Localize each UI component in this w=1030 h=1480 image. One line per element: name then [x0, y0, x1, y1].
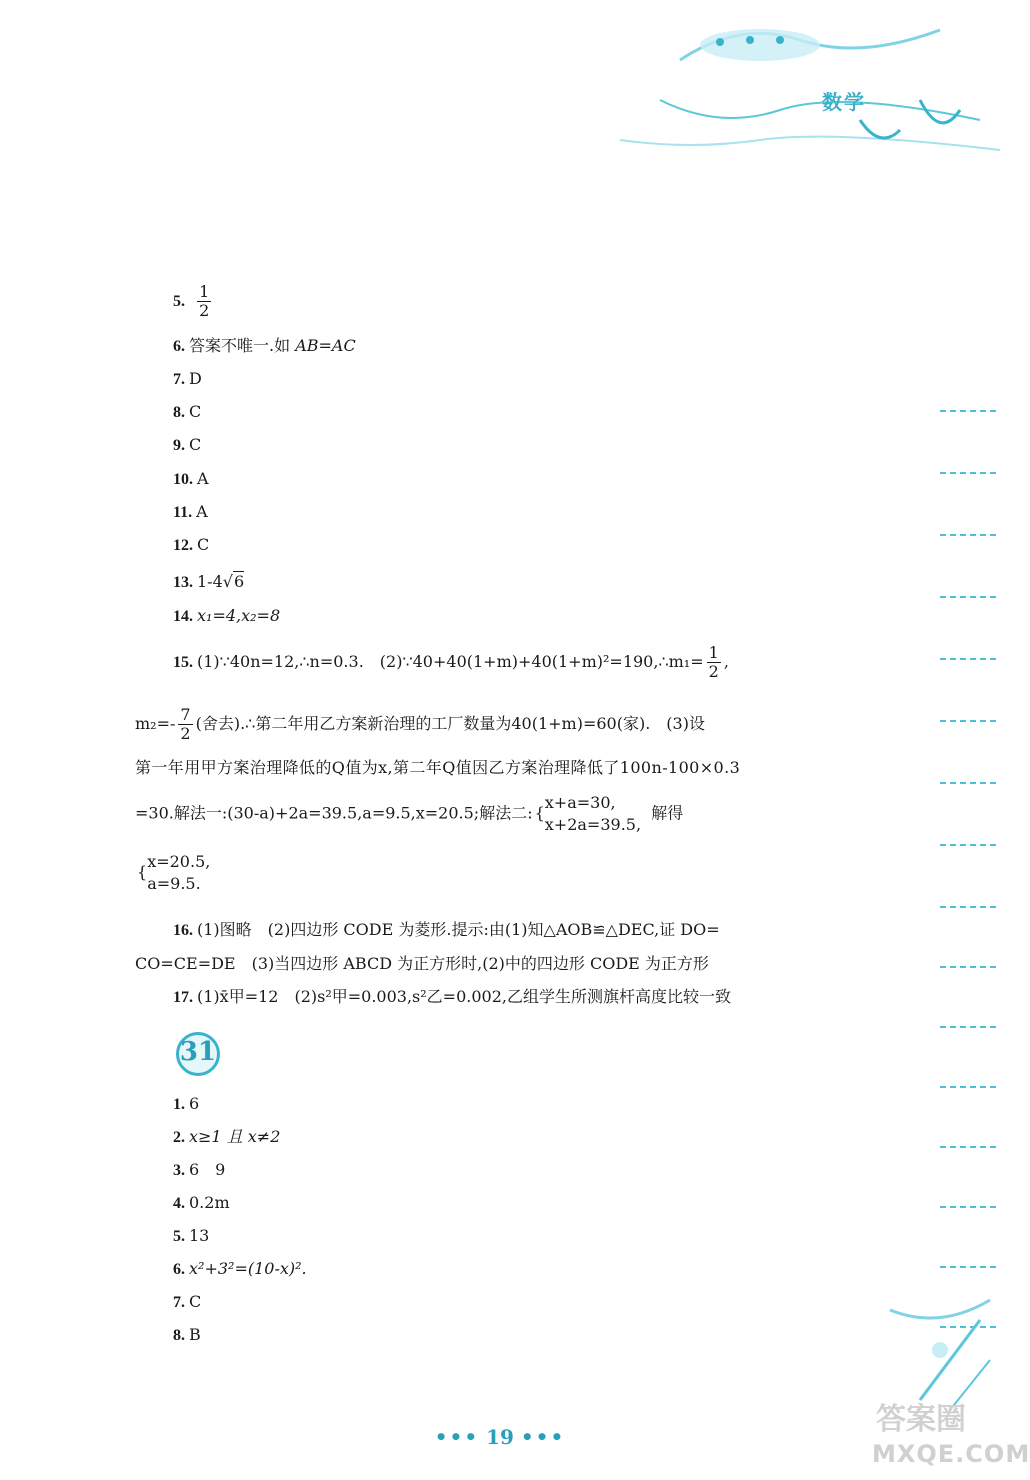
watermark: 答案圈 — [876, 1402, 966, 1437]
answer-15-line-1: 15. (1)∵40n=12,∴n=0.3. (2)∵40+40(1+m)+40(1+m)²=190,∴m₁= $\frac{1}{2}$ , — [173, 643, 729, 681]
watermark-url: MXQE.COM — [872, 1440, 1030, 1468]
answer-14: 14. x₁=4,x₂=8 — [173, 606, 281, 625]
answer-8: 8. C — [173, 402, 202, 421]
fraction: $\frac{1}{2}$ — [708, 643, 719, 681]
fraction: $\frac{7}{2}$ — [180, 705, 191, 743]
answer-5: 5. $\frac{1}{2}$ — [173, 282, 210, 320]
answer-9: 9. C — [173, 435, 202, 454]
header-decoration — [560, 0, 1000, 190]
margin-dash-marks — [940, 400, 1000, 1340]
answer-b-8: 8. B — [173, 1325, 201, 1344]
answer-b-4: 4. 0.2m — [173, 1193, 230, 1212]
answer-12: 12. C — [173, 535, 210, 554]
answer-b-1: 1. 6 — [173, 1094, 200, 1113]
answer-15-line-4: =30.解法一:(30-a)+2a=39.5,a=9.5,x=20.5;解法二: { x+a=30, x+2a=39.5, 解得 — [135, 793, 684, 834]
answer-b-6: 6. x²+3²=(10-x)². — [173, 1259, 307, 1278]
answer-16-line-2: CO=CE=DE (3)当四边形 ABCD 为正方形时,(2)中的四边形 CODE 为正方形 — [135, 954, 709, 973]
answer-17: 17. (1)x̄甲=12 (2)s²甲=0.003,s²乙=0.002,乙组学生所测旗杆高度比较一致 — [173, 987, 731, 1006]
subject-title: 数学 — [822, 90, 866, 114]
equation-system: { x+a=30, x+2a=39.5, — [534, 793, 642, 834]
answer-11: 11. A — [173, 502, 208, 521]
answer-b-2: 2. x≥1 且 x≠2 — [173, 1127, 281, 1146]
answer-b-5: 5. 13 — [173, 1226, 210, 1245]
answer-15-line-5 — [135, 851, 210, 895]
page-number: ••• 19 ••• — [434, 1425, 566, 1449]
section-badge: 31 — [176, 1032, 224, 1076]
answer-10: 10. A — [173, 469, 209, 488]
answer-15-line-3: 第一年用甲方案治理降低的Q值为x,第二年Q值因乙方案治理降低了100n-100×0.3 — [135, 758, 741, 777]
equation-system: { x=20.5, a=9.5. — [137, 852, 211, 893]
answer-16-line-1: 16. (1)图略 (2)四边形 CODE 为菱形.提示:由(1)知△AOB≌△DEC,证 DO= — [173, 920, 720, 939]
answer-13: 13. 1-4√6 — [173, 572, 245, 591]
fraction: $\frac{1}{2}$ — [199, 282, 210, 320]
answer-b-7: 7. C — [173, 1292, 202, 1311]
answer-6: 6. 答案不唯一.如 AB=AC — [173, 336, 356, 355]
answer-7: 7. D — [173, 369, 202, 388]
answer-15-line-2: m₂=- $\frac{7}{2}$ (舍去).∴第二年用乙方案新治理的工厂数量为40(1+m)=60(家). (3)设 — [135, 705, 705, 743]
answer-b-3: 3. 6 9 — [173, 1160, 226, 1179]
